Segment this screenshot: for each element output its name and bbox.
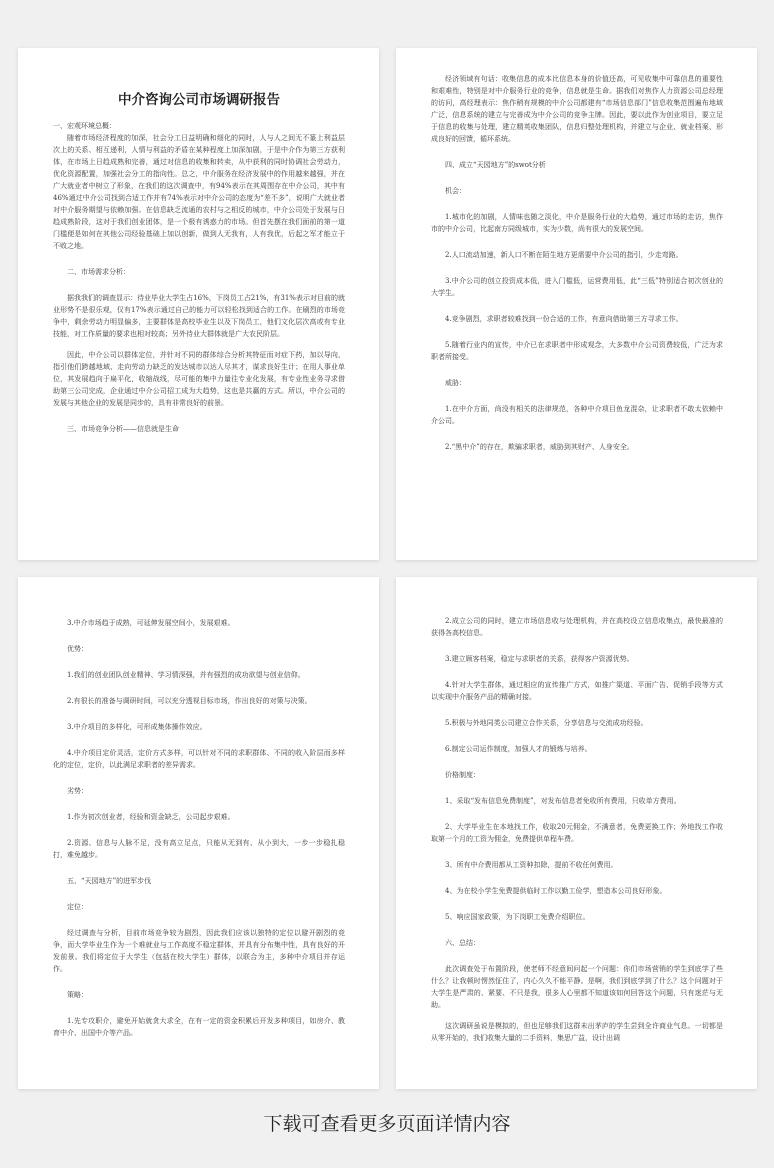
list-item: 2、大学毕业生在本地找工作，收取20元佣金，不满意者，免费更换工作；外地找工作收取第一个月的工资为佣金，免费提供单程车费。 [431,823,723,843]
list-item: 1.先专攻职介，避免开始就贪大求全，在有一定的资金积累后开发多种项目，如房介、教育中介、出国中介等产品。 [53,1017,345,1037]
list-item: 5、响应国家政策，为下岗职工免费介绍职位。 [445,913,590,921]
list-item: 1.我们的创业团队创业精神、学习情深强，并有强烈的成功欲望与创业信仰。 [67,671,305,679]
section-heading: 五、“天园地方”的进军步伐 [67,877,152,885]
list-item: 1.城市化的加剧，人情味也随之淡化，中介是服务行业的大趋势，通过市场的走访，焦作市的中介公司，比起南方同级城市，实为少数，尚有很大的发展空间。 [431,213,723,233]
list-item: 4.中介项目定价灵活，定价方式多样，可以针对不同的求职群体、不同的收入阶层而多样化的定位，定价，以此满足求职者的差异需求。 [53,749,345,769]
paragraph: 此次调查处于布置阶段，使老师不经意间问起一个问题：你们市场营销的学生到底学了些什么？让我顿时愣然怔住了，内心久久不能平静。是啊，我们到底学到了什么？这个问题对于大学生是严肃的、紧要、不只是我，很多人心里都不知道该如何回答这个问题，只有迷茫与无助。 [431,965,723,1009]
list-item: 2.有很长的准备与调研时间，可以充分透视目标市场，作出良好的对策与决策。 [67,697,312,705]
list-item: 1、采取“发布信息免费制度”，对发布信息者免收所有费用，只收单方费用。 [445,797,681,805]
subheading: 机会： [445,187,466,195]
paragraph: 随着市场经济程度的加深，社会分工日益明确和细化的同时，人与人之间无不篆上利益层次上的关系、相互递利，人情与利益的矛盾在某种程度上加深加剧，于是中介作为第三方获利体，在市场上日趋成熟和完善，通过对信息的收集和转卖，从中获利的同时协调社会劳动力，优化资源配置，加强社会分工的指向性。总之，中介服务在经济发展中的作用越来越强，并在广大就业者中树立了形象，在我们的这次调查中，有94%表示在其周围存在中介公司，其中有46%通过中介公司找到合适工作并有74%表示对中介公司的态度为“差不多”，说明广大就业者对中介服务期望与依赖加强。在信息缺乏流通的农村与之相反的城市，中介公司处于发展与日趋成熟阶段，这对于我们创业团体，是一个极有诱惑力的市场。但首先摆在我们面前的第一道门槛便是如何在其他公司经验基础上加以创新，做到人无我有，人有我优，后起之军才能立于不败之地。 [53,134,345,250]
list-item: 2.资源、信息与人脉不足，没有高立足点，只能从无到有、从小到大，一步一步稳扎稳打，难免越步。 [53,839,345,859]
document-page-2 [396,48,757,560]
download-more-link[interactable]: 下载可查看更多页面详情内容 [263,1113,511,1135]
list-item: 3、所有中介费用都从工资种扣除，提前不收任何费用。 [445,861,618,869]
list-item: 4.竞争剧烈，求职者较难找到一份合适的工作，有意向借助第三方寻求工作。 [445,315,683,323]
section-heading: 一、宏观环境总概： [53,122,116,130]
list-item: 2.成立公司的同时，建立市场信息收与处理机构，并在高校设立信息收集点，最快最准的获得各高校信息。 [431,617,723,637]
paragraph: 据我我们的调查显示：待业毕业大学生占16%，下岗员工占21%，有31%表示对目前的就业形势不是很乐观，仅有17%表示通过自己的能力可以轻松找到适合的工作。在刷烈的市场竞争中，剩余劳动力明显偏多，主要群体是高校毕业生以及下岗员工，他们文化层次高或有专业技能，对工作质量的要求也相对较高；另外待业大群体就是广大农民阶层。 [53,294,345,338]
paragraph: 这次调研虽说是模拟的，但也足够我们这群未出茅庐的学生尝到全许商业气息。一切都是从零开始的，我们收集大量的二手资料，集思广益，设计出调 [431,1022,723,1042]
list-item: 3.中介项目的多样化，可形成集体操作效应。 [67,723,207,731]
paragraph: 经济领域有句话：收集信息的成本比信息本身的价值还高，可见收集中可靠信息的重要性和艰难性，特别是对中介服务行业的竞争，信息就是生命。据我们对焦作人力资源公司总经理的访问，高经理表示：焦作稍有规模的中介公司都建有“市场信息部门”信息收集范围遍布地域广泛，信息系统的建立与完善成为中介公司的竞争主牌。因此，要以此作为创业项目，要立足于信息的收集与处理，建立精英收集团队，信息归整处理机构，并建立与企业、就业档案、形成良好的回馈，循环系统。 [431,75,723,143]
list-item: 5.随着行业内的宣传，中介已在求职者中形成观念，大多数中介公司资费较低，广泛为求职者所接受。 [431,341,723,361]
subheading: 策略： [67,991,88,999]
subheading: 定位： [67,903,88,911]
list-item: 5.积极与外地同类公司建立合作关系，分享信息与交流成功经验。 [445,719,648,727]
list-item: 3.建立顾客档案，稳定与求职者的关系，获得客户资源优势。 [445,655,634,663]
section-heading: 四、成立“天园地方”的swot分析 [445,161,546,169]
document-page-3 [18,577,379,1089]
list-item: 4、为在校小学生免费提供临时工作以勤工俭学，塑造本公司良好形象。 [445,887,667,895]
subheading: 劣势： [67,787,88,795]
subheading: 价格制度： [445,771,480,779]
paragraph: 经过调查与分析，目前市场竞争较为剧烈，因此我们应该以独特的定位以避开剧烈的竞争，而大学毕业生作为一个难就业与工作高度不稳定群体，并具有分布集中性，具有良好的开发前景。我们将定位于大学生（包括在校大学生）群体，以联合为主，多种中介项目并存运作。 [53,929,345,973]
list-item: 2.人口流动加速，新人口不断在陌生地方更需要中介公司的指引，少走弯路。 [445,251,683,259]
subheading: 威胁： [445,379,466,387]
list-item: 4.针对大学生群体，通过相应的宣传推广方式，如推广渠道、平面广告、促销手段等方式以实现中介服务产品的精确对接。 [431,681,723,701]
list-item: 6.制定公司运作制度，加强人才的锻炼与培养。 [445,745,592,753]
list-item: 1.在中介方面，尚没有相关的法律规范，各种中介项目鱼龙混杂，让求职者不敢太依赖中介公司。 [431,405,723,425]
document-title: 中介咨询公司市场调研报告 [118,92,280,108]
document-page-1 [18,48,379,560]
subheading: 优势： [67,645,88,653]
paragraph: 因此，中介公司以群体定位，并针对不同的群体综合分析其特征而对症下药，加以导向，指引他们跨越地域、走向劳动力缺乏的发达城市以达人尽其才，谋求良好生计；在用人事业单位，其发展趋向于扁平化，收缩战线，尽可能的集中力量往专业化发展，有专业性业务寻求借助第三公司完成，企业通过中介公司招工成为大趋势，这也是共赢的方式。所以，中介公司的发展与其他企业的发展是同步的，具有非常良好的前景。 [53,351,345,407]
list-item: 3.中介公司的创立投资成本低，进入门槛低，运营费用低，此“三低”特别适合初次创业的大学生。 [431,277,723,297]
section-heading: 六、总结： [445,939,480,947]
list-item: 1.作为初次创业者，经验和资金缺乏，公司起步艰难。 [67,813,235,821]
section-heading: 三、市场竞争分析——信息就是生命 [67,425,179,433]
section-heading: 二、市场需求分析： [67,268,130,276]
list-item: 3.中介市场趋于成熟，可延伸发展空间小，发展艰难。 [67,619,235,627]
document-page-4 [396,577,757,1089]
list-item: 2.“黑中介”的存在，欺骗求职者，威胁到其财产、人身安全。 [445,443,634,451]
